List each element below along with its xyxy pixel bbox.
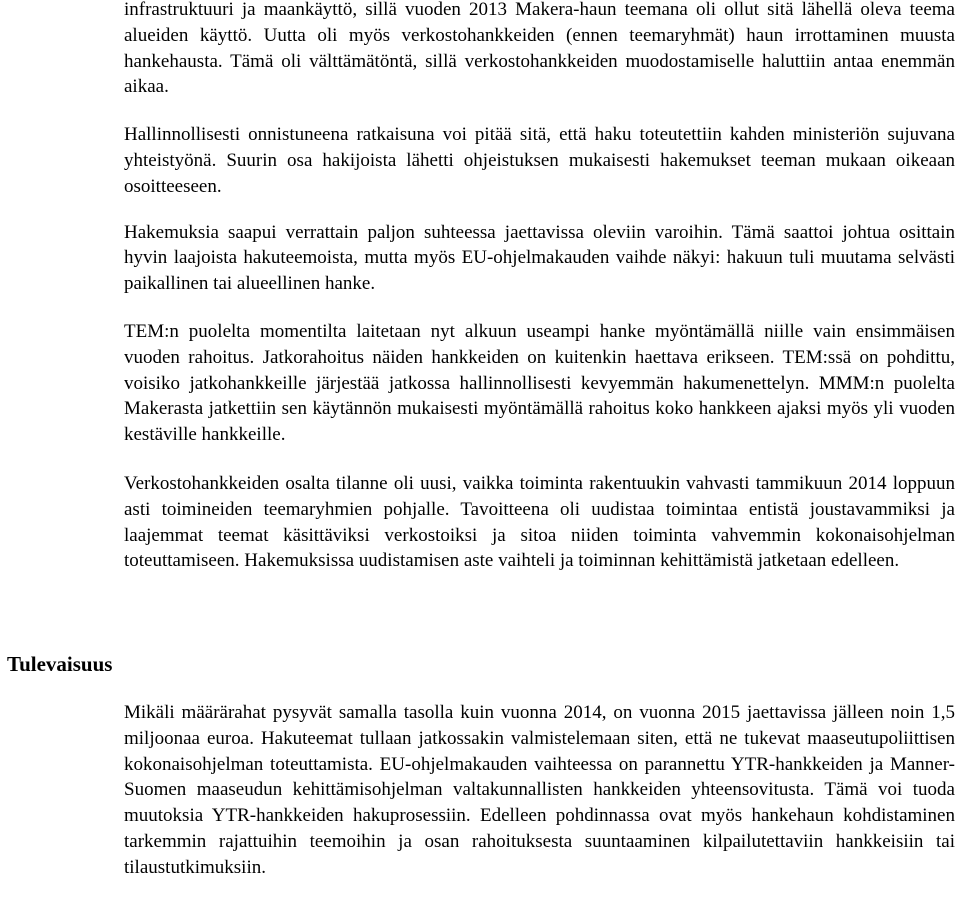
- paragraph-tulevaisuus: Mikäli määrärahat pysyvät samalla tasolla kuin vuonna 2014, on vuonna 2015 jaettavissa jälleen noin 1,5 miljoonaa euroa. Hakuteemat tullaan jatkossakin valmistelemaan siten, että ne tukevat maaseutupoliittisen kokonaisohjelman toteuttamista. EU-ohjelmakauden vaihteessa on parannettu YTR-hankkeiden ja Manner-Suomen maaseudun kehittämisohjelman valtakunnallisten hankkeiden yhteensovitusta. Tämä voi tuoda muutoksia YTR-hankkeiden hakuprosessiin. Edelleen pohdinnassa ovat myös hankehaun kohdistaminen tarkemmin rajattuihin teemoihin ja osan rahoituksesta suuntaaminen kilpailutettaviin hankkeisiin tai tilaustutkimuksiin.: [124, 702, 955, 878]
- paragraph-hallinnollisesti: Hallinnollisesti onnistuneena ratkaisuna voi pitää sitä, että haku toteutettiin kahden ministeriön sujuvana yhteistyönä. Suurin osa hakijoista lähetti ohjeistuksen mukaisesti hakemukset teeman mukaan oikeaan osoitteeseen.: [124, 124, 955, 197]
- paragraph-verkostohankkeet: Verkostohankkeiden osalta tilanne oli uusi, vaikka toiminta rakentuukin vahvasti tammikuun 2014 loppuun asti toimineiden teemaryhmien pohjalle. Tavoitteena oli uudistaa toimintaa entistä joustavammiksi ja laajemmat teemat käsittäviksi verkostoiksi ja sitoa niiden toiminta vahvemmin kokonaisohjelman toteuttamiseen. Hakemuksissa uudistamisen aste vaihteli ja toiminnan kehittämistä jatketaan edelleen.: [124, 472, 955, 572]
- paragraph-hakemuksia: Hakemuksia saapui verrattain paljon suhteessa jaettavissa oleviin varoihin. Tämä saattoi johtua osittain hyvin laajoista hakuteemoista, mutta myös EU-ohjelmakauden vaihde näkyi: hakuun tuli muutama selvästi paikallinen tai alueellinen hanke.: [124, 221, 955, 295]
- section-heading-tulevaisuus: Tulevaisuus: [7, 652, 113, 676]
- future-section-body: [124, 700, 955, 881]
- paragraph-hakuteemat: infrastruktuuri ja maankäyttö, sillä vuoden 2013 Makera-haun teemana oli ollut sitä lähellä oleva teema alueiden käyttö. Uutta oli myös verkostohankkeiden (ennen teemaryhmät) haun irrottaminen muusta hankehausta. Tämä oli välttämätöntä, sillä verkostohankkeiden muodostamiselle haluttiin antaa enemmän aikaa.: [124, 0, 955, 98]
- previous-section-body: [124, 0, 955, 574]
- paragraph-tem: TEM:n puolelta momentilta laitetaan nyt alkuun useampi hanke myöntämällä niille vain ensimmäisen vuoden rahoitus. Jatkorahoitus näiden hankkeiden on kuitenkin haettava erikseen. TEM:ssä on pohdittu, voisiko jatkohankkeille järjestää jatkossa hallinnollisesti kevyemmän hakumenettelyn. MMM:n puolelta Makerasta jatkettiin sen käytännön mukaisesti myöntämällä rahoitus koko hankkeen ajaksi myös yli vuoden kestäville hankkeille.: [124, 320, 955, 446]
